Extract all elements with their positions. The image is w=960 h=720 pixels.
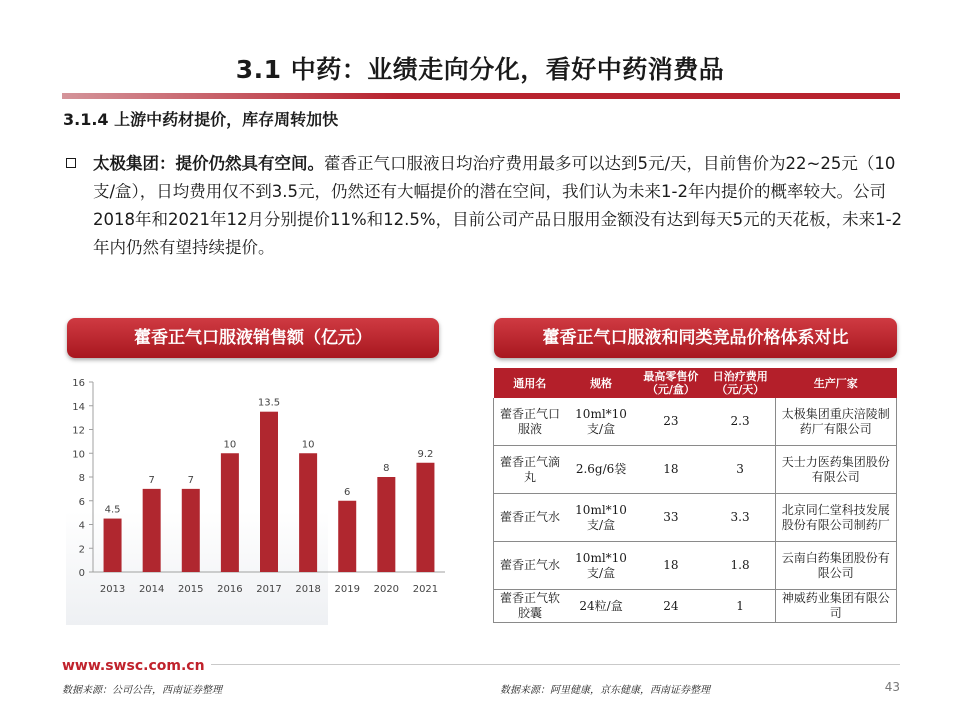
cell-manufacturer: 神威药业集团有限公司 [775, 590, 896, 623]
y-tick-label: 14 [72, 401, 85, 413]
page-title: 3.1 中药：业绩走向分化，看好中药消费品 [235, 55, 725, 84]
cell-daily-cost: 3 [706, 446, 775, 494]
x-tick-label: 2020 [373, 584, 400, 595]
cell-generic-name: 藿香正气水 [494, 542, 567, 590]
table-row [494, 590, 897, 623]
x-tick-label: 2018 [295, 584, 321, 595]
bar-value-label: 10 [301, 439, 315, 451]
bar-value-label: 6 [344, 486, 351, 498]
y-tick-label: 0 [78, 568, 85, 579]
bar-value-label: 8 [383, 463, 390, 474]
cell-price: 24 [636, 590, 705, 623]
x-tick-label: 2017 [256, 584, 282, 595]
cell-spec: 10ml*10支/盒 [566, 398, 636, 446]
bar-value-label: 7 [187, 474, 194, 486]
cell-spec: 10ml*10支/盒 [566, 494, 636, 542]
header-daily-cost: 日治疗费用（元/天） [706, 368, 775, 398]
cell-manufacturer: 北京同仁堂科技发展股份有限公司制药厂 [775, 494, 896, 542]
bar-value-label: 9.2 [417, 448, 434, 460]
cell-spec: 2.6g/6袋 [566, 446, 636, 494]
header-max-retail-price: 最高零售价（元/盒） [636, 368, 705, 398]
cell-daily-cost: 1.8 [706, 542, 775, 590]
price-comparison-table [493, 368, 897, 623]
page-number: 43 [884, 680, 900, 694]
bar [182, 489, 200, 572]
table-row [494, 398, 897, 446]
cell-daily-cost: 2.3 [706, 398, 775, 446]
left-panel-header: 藿香正气口服液销售额（亿元） [67, 318, 439, 358]
cell-price: 18 [636, 542, 705, 590]
cell-manufacturer: 太极集团重庆涪陵制药厂有限公司 [775, 398, 896, 446]
right-panel-header: 藿香正气口服液和同类竞品价格体系对比 [494, 318, 897, 358]
y-tick-label: 16 [72, 378, 85, 389]
website-url[interactable]: www.swsc.com.cn [62, 658, 211, 674]
cell-spec: 10ml*10支/盒 [566, 542, 636, 590]
y-tick-label: 12 [72, 425, 85, 437]
cell-generic-name: 藿香正气口服液 [494, 398, 567, 446]
cell-generic-name: 藿香正气滴丸 [494, 446, 567, 494]
cell-price: 33 [636, 494, 705, 542]
bar-value-label: 13.5 [257, 397, 281, 409]
header-generic-name: 通用名 [494, 368, 567, 398]
bar [377, 477, 395, 572]
x-tick-label: 2015 [178, 584, 204, 595]
bar [260, 412, 278, 572]
y-tick-label: 2 [78, 544, 85, 556]
bar [104, 519, 122, 572]
body-paragraph [93, 150, 903, 262]
paragraph-body: 藿香正气口服液日均治疗费用最多可以达到5元/天，目前售价为22~25元（10支/盒），日均费用仅不到3.5元，仍然还有大幅提价的潜在空间，我们认为未来1-2年内提价的概率较大。公司2018年和2021年12月分别提价11%和12.5%，目前公司产品日服用金额没有达到每天5元的天花板，未来1-2年内仍然有望持续提价。 [93, 154, 903, 257]
bar-value-label: 10 [223, 439, 237, 451]
table-row [494, 446, 897, 494]
bar [299, 453, 317, 572]
cell-daily-cost: 3.3 [706, 494, 775, 542]
bar [143, 489, 161, 572]
cell-generic-name: 藿香正气软胶囊 [494, 590, 567, 623]
bar [338, 501, 356, 572]
cell-generic-name: 藿香正气水 [494, 494, 567, 542]
cell-manufacturer: 云南白药集团股份有限公司 [775, 542, 896, 590]
bar-value-label: 7 [148, 474, 155, 486]
header-spec: 规格 [566, 368, 636, 398]
cell-price: 23 [636, 398, 705, 446]
bullet-square-icon [66, 158, 76, 168]
y-tick-label: 10 [72, 449, 85, 461]
cell-price: 18 [636, 446, 705, 494]
bar [221, 453, 239, 572]
source-note-right: 数据来源：阿里健康，京东健康，西南证券整理 [500, 685, 710, 696]
title-divider [62, 93, 900, 99]
y-tick-label: 4 [78, 520, 85, 532]
bar-value-label: 4.5 [104, 504, 121, 516]
paragraph-lead: 太极集团：提价仍然具有空间。 [93, 154, 324, 173]
section-subtitle: 3.1.4 上游中药材提价，库存周转加快 [63, 110, 339, 129]
table-row [494, 494, 897, 542]
x-tick-label: 2016 [217, 584, 243, 595]
table-row [494, 542, 897, 590]
cell-daily-cost: 1 [706, 590, 775, 623]
source-note-left: 数据来源：公司公告，西南证券整理 [62, 685, 222, 696]
cell-manufacturer: 天士力医药集团股份有限公司 [775, 446, 896, 494]
y-tick-label: 8 [78, 473, 85, 484]
sales-bar-chart [60, 372, 450, 602]
x-tick-label: 2021 [412, 584, 439, 595]
cell-spec: 24粒/盒 [566, 590, 636, 623]
x-tick-label: 2013 [99, 584, 126, 595]
bar [416, 463, 434, 572]
table-header-row [494, 368, 897, 398]
header-manufacturer: 生产厂家 [775, 368, 896, 398]
y-tick-label: 6 [78, 496, 85, 508]
x-tick-label: 2014 [138, 584, 165, 595]
x-tick-label: 2019 [334, 584, 360, 595]
